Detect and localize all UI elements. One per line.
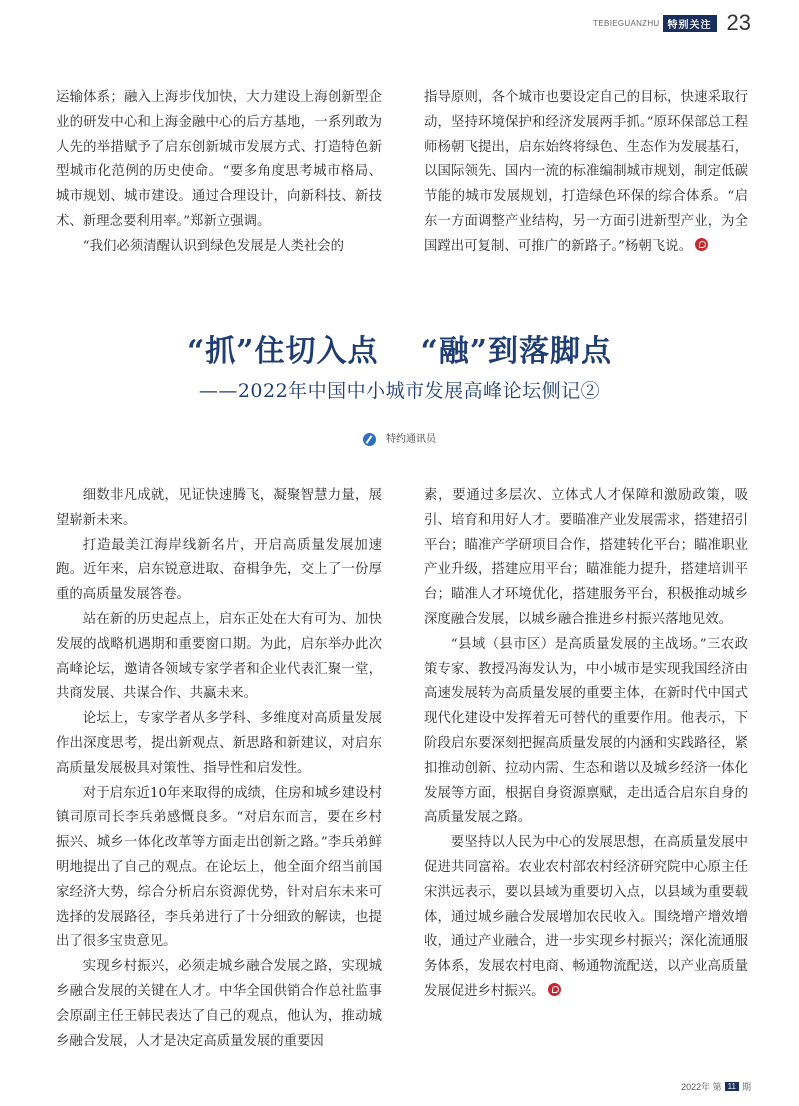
bottom-right-column xyxy=(424,484,748,1005)
footer-qi: 期 xyxy=(741,1082,751,1092)
article-title xyxy=(0,326,799,370)
byline-text: 特约通讯员 xyxy=(386,434,436,445)
paragraph: 运输体系；融入上海步伐加快，大力建设上海创新型企业的研发中心和上海金融中心的后方基地，一系列敢为人先的举措赋予了启东创新城市发展方式、打造特色新型城市化范例的历史使命。“要多角度思考城市格局、城市规划、城市建设。通过合理设计，向新科技、新技术、新理念要利用率。”郑新立强调。 xyxy=(56,90,382,229)
top-left-column xyxy=(56,86,382,260)
page-header xyxy=(593,10,751,36)
paragraph: 细数非凡成就，见证快速腾飞，凝聚智慧力量，展望崭新未来。 xyxy=(56,488,382,528)
footer-year: 2022年 xyxy=(681,1082,711,1092)
title-part-2: “融”到落脚点 xyxy=(420,334,613,369)
page-footer xyxy=(681,1080,751,1093)
section-name-cn: 特别关注 xyxy=(663,15,717,32)
paragraph-text: 指导原则，各个城市也要设定自己的目标，快速采取行动，坚持环境保护和经济发展两手抓。”原环保部总工程师杨朝飞提出，启东始终将绿色、生态作为发展基石，以国际领先、国内一流的标准编制城市规划，制定低碳节能的城市发展规划，打造绿色环保的综合体系。“启东一方面调整产业结构，另一方面引进新型产业，为全国蹚出可复制、可推广的新路子。”杨朝飞说。 xyxy=(424,90,748,254)
paragraph: 站在新的历史起点上，启东正处在大有可为、加快发展的战略机遇期和重要窗口期。为此，启东举办此次高峰论坛，邀请各领域专家学者和企业代表汇聚一堂，共商发展、共谋合作、共赢未来。 xyxy=(56,611,382,702)
footer-di: 第 xyxy=(712,1082,722,1092)
pen-icon xyxy=(363,433,376,446)
section-name-en: TEBIEGUANZHU xyxy=(593,18,660,28)
article-subtitle: ——2022年中国中小城市发展高峰论坛侧记② xyxy=(198,380,601,402)
paragraph: “我们必须清醒认识到绿色发展是人类社会的 xyxy=(82,238,345,254)
paragraph: 论坛上，专家学者从多学科、多维度对高质量发展作出深度思考，提出新观点、新思路和新建议，对启东高质量发展极具对策性、指导性和启发性。 xyxy=(56,711,382,776)
paragraph: 对于启东近10年来取得的成绩，住房和城乡建设村镇司原司长李兵弟感慨良多。“对启东而言，要在乡村振兴、城乡一体化改革等方面走出创新之路。”李兵弟鲜明地提出了自己的观点。在论坛上，他全面介绍当前国家经济大势，综合分析启东资源优势，针对启东未来可选择的发展路径，李兵弟进行了十分细致的解读，也提出了很多宝贵意见。 xyxy=(56,785,382,950)
issue-number: 11 xyxy=(725,1082,739,1091)
paragraph: “县域（县市区）是高质量发展的主战场。”三农政策专家、教授冯海发认为，中小城市是实现我国经济由高速发展转为高质量发展的重要主体，在新时代中国式现代化建设中发挥着无可替代的重要作用。他表示，下阶段启东要深刻把握高质量发展的内涵和实践路径，紧扣推动创新、拉动内需、生态和谐以及城乡经济一体化发展等方面，根据自身资源禀赋，走出适合启东自身的高质量发展之路。 xyxy=(424,636,748,826)
byline xyxy=(0,430,799,446)
paragraph: 素，要通过多层次、立体式人才保障和激励政策，吸引、培育和用好人才。要瞄准产业发展需求，搭建招引平台；瞄准产学研项目合作，搭建转化平台；瞄准职业产业升级，搭建应用平台；瞄准能力提升，搭建培训平台；瞄准人才环境优化，搭建服务平台，积极推动城乡深度融合发展，以城乡融合推进乡村振兴落地见效。 xyxy=(424,488,748,627)
paragraph: 实现乡村振兴，必须走城乡融合发展之路，实现城乡融合发展的关键在人才。中华全国供销合作总社监事会原副主任王韩民表达了自己的观点，他认为，推动城乡融合发展，人才是决定高质量发展的重要因 xyxy=(56,959,382,1049)
end-mark-icon xyxy=(695,238,708,251)
paragraph: 打造最美江海岸线新名片，开启高质量发展加速跑。近年来，启东锐意进取、奋楫争先，交上了一份厚重的高质量发展答卷。 xyxy=(56,537,382,603)
top-right-column xyxy=(424,86,748,260)
paragraph xyxy=(424,831,748,1005)
page-number: 23 xyxy=(726,10,751,35)
bottom-left-column xyxy=(56,484,382,1054)
title-part-1: “抓”住切入点 xyxy=(186,334,379,369)
end-mark-icon xyxy=(548,983,561,996)
paragraph xyxy=(424,86,748,260)
paragraph-text: 要坚持以人民为中心的发展思想，在高质量发展中促进共同富裕。农业农村部农村经济研究院中心原主任宋洪远表示，要以县域为重要切入点，以县域为重要载体，通过城乡融合发展增加农民收入。围绕增产增效增收，通过产业融合，进一步实现乡村振兴；深化流通服务体系，发展农村电商、畅通物流配送，以产业高质量发展促进乡村振兴。 xyxy=(424,835,748,999)
